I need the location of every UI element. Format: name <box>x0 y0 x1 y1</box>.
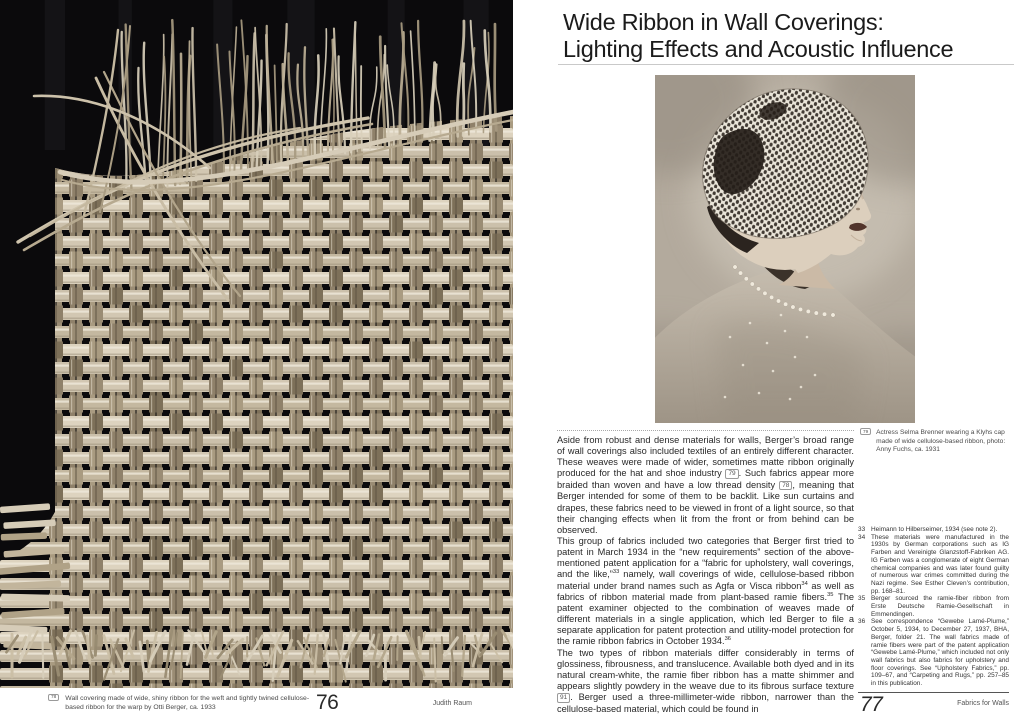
chapter-title-line1: Wide Ribbon in Wall Coverings: <box>563 9 884 35</box>
footnote <box>858 595 1009 618</box>
body-text-rule <box>557 430 854 431</box>
textile-photo <box>0 0 513 688</box>
footnote-number: 35 <box>858 595 866 603</box>
title-divider-rule <box>558 64 1014 65</box>
footnote-number: 34 <box>858 533 866 541</box>
footnote <box>858 526 1009 534</box>
figure-reference: 78 <box>779 481 792 490</box>
portrait-photo <box>655 75 915 423</box>
figure-reference: 91 <box>557 693 570 702</box>
left-figure-caption <box>48 695 324 713</box>
footnote <box>858 618 1009 687</box>
footnote-text: Berger sourced the ramie-fiber ribbon from Erste Deutsche Ramie-Gesellschaft in Emmendingen. <box>871 595 1009 618</box>
body-paragraph: This group of fabrics included two categories that Berger first tried to patent in March 1934 in the “new requirements” section of the above-mentioned patent application for a “fabric for upholstery, wall coverings, and the like,”$^{33}$ namely, wall coverings of wide, cellulose-based ribbon material under brand names such as Agfa or Visca ribbon$^{34}$ as well as fabrics of ribbon material made from plant-based ramie fibers.$^{35}$ The patent examiner objected to the combination of weaves made of different materials in a single application, which led Berger to file a separate application for patent protection and utility-model protection for the ramie ribbon fabrics in October 1934.36 <box>557 535 854 647</box>
figure-reference: 78 <box>48 694 59 701</box>
footnotes-column <box>858 526 1009 688</box>
footnote-number: 36 <box>858 618 866 626</box>
body-text-column <box>557 435 854 715</box>
body-paragraph: Aside from robust and dense materials for walls, Berger’s broad range of wall coverings also included textiles of an entirely different character. These weaves were made of wider, sometimes matte ribbon originally produced for the hat and shoe industry 79 . Such fabrics appear more braided than woven and have a low thread density 78 , meaning that Berger intended for some of them to be backlit. Like sun curtains and drapes, these fabrics need to be viewed in front of a light source, so that their changing effects when lit from the front or from behind can be observed. <box>557 435 855 535</box>
footnote-text: These materials were manufactured in the 1930s by German corporations such as IG Farben and Vereinigte Glanzstoff-Fabriken AG. IG Farben was a conglomerate of eight German chemical companies and was later found guilty of numerous war crimes committed during the Nazi regime. See Esther Cleven’s contribution, pp. 168–81. <box>871 533 1009 595</box>
page-number-right: 77 <box>860 693 883 716</box>
footnote-text: See correspondence “Gewebe Lamé-Plume,” October 5, 1934, to December 27, 1937, BHA, Berger, folder 21. The wall fabrics made of ramie fibers were part of the patent application “Gewebe Lamé-Plume,” which included not only wall fabrics but also fabrics for upholstery and floor coverings. See “Upholstery Fabrics,” pp. 109–67, and “Carpeting and Rugs,” pp. 257–85 in this publication. <box>871 618 1009 688</box>
footnote <box>858 534 1009 596</box>
page-number-left: 76 <box>316 691 339 714</box>
footnote-marker: 36 <box>724 636 731 643</box>
right-figure-caption <box>860 429 1010 455</box>
chapter-title-line2: Lighting Effects and Acoustic Influence <box>563 35 954 62</box>
caption-text: Wall covering made of wide, shiny ribbon for the weft and tightly twined cellulose-based ribbon for the warp by Otti Berger, ca. 1933 <box>65 695 310 711</box>
footnote-number: 33 <box>858 526 866 533</box>
footnote-text: Heimann to Hilberseimer, 1934 (see note 2). <box>871 526 998 533</box>
figure-reference: 79 <box>725 469 738 478</box>
woven-textile-artwork <box>0 0 513 688</box>
caption-text: Actress Selma Brenner wearing a Klyhs cap made of wide cellulose-based ribbon, photo: Anny Fuchs, ca. 1931 <box>876 429 1006 453</box>
footnote-marker: 33 <box>612 569 620 576</box>
section-title: Fabrics for Walls <box>957 700 1009 707</box>
figure-reference: 79 <box>860 428 871 435</box>
selma-brenner-portrait <box>655 75 915 423</box>
footnote-marker: 35 <box>827 591 834 598</box>
chapter-title <box>563 9 1019 62</box>
footnote-marker: 34 <box>801 580 808 587</box>
author-name: Judith Raum <box>432 700 472 707</box>
body-paragraph: The two types of ribbon materials differ considerably in terms of glossiness, fibrousness, and translucence. Available both dyed and in its natural cream-white, the ramie fiber ribbon has a matte shimmer and appears slightly powdery in the weave due to its fibrous surface texture 91 . Berger used a three-millimeter-wide ribbon, narrower than the cellulose-based material, which could be found in <box>557 647 854 714</box>
